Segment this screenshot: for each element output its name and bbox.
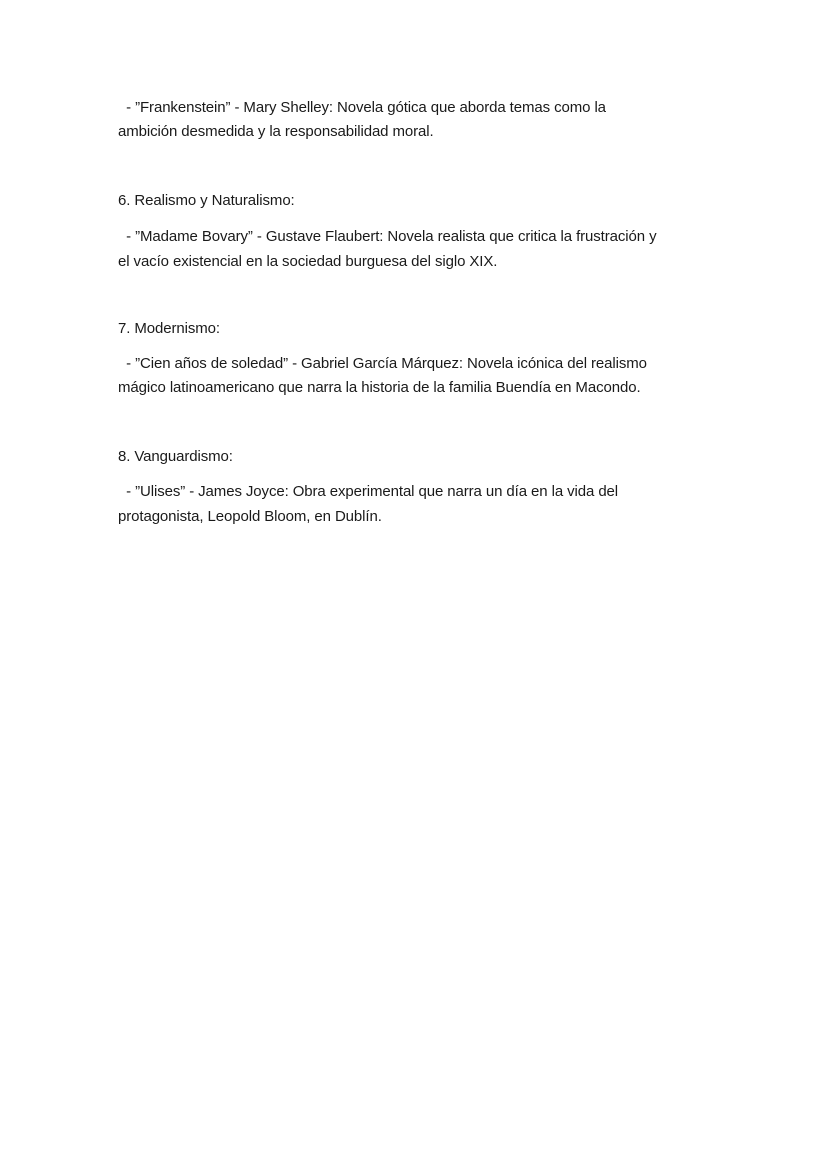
ulises-entry-line2: protagonista, Leopold Bloom, en Dublín. [118,508,382,525]
madame-bovary-entry-line1: - ”Madame Bovary” - Gustave Flaubert: Novela realista que critica la frustración y [118,228,657,245]
cien-anos-entry-line1: - ”Cien años de soledad” - Gabriel García Márquez: Novela icónica del realismo [118,355,647,372]
section-heading-realismo: 6. Realismo y Naturalismo: [118,192,295,209]
cien-anos-entry-line2: mágico latinoamericano que narra la historia de la familia Buendía en Macondo. [118,379,641,396]
frankenstein-entry-line2: ambición desmedida y la responsabilidad moral. [118,123,434,140]
section-heading-vanguardismo: 8. Vanguardismo: [118,448,233,465]
ulises-entry-line1: - ”Ulises” - James Joyce: Obra experimental que narra un día en la vida del [118,483,619,500]
madame-bovary-entry-line2: el vacío existencial en la sociedad burguesa del siglo XIX. [118,253,498,270]
section-heading-modernismo: 7. Modernismo: [118,320,220,337]
frankenstein-entry-line1: - ”Frankenstein” - Mary Shelley: Novela gótica que aborda temas como la [118,99,606,116]
